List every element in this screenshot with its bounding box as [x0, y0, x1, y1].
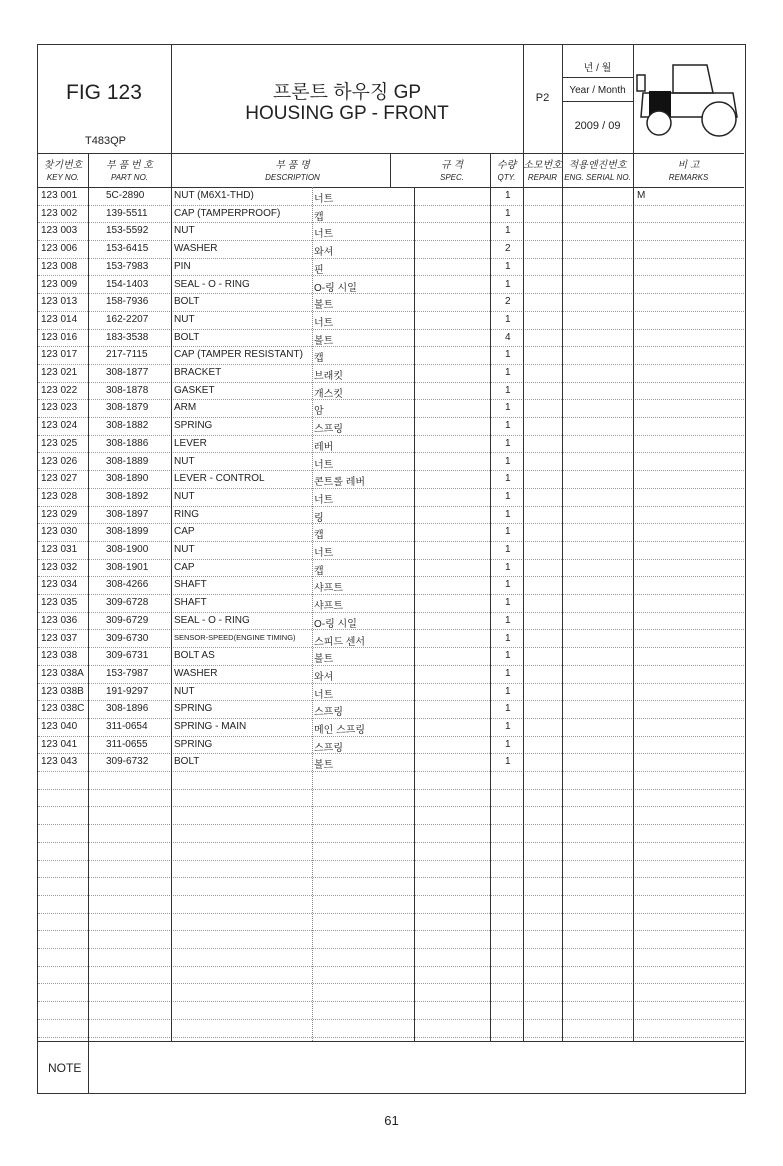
cell-key: 123 021 [41, 367, 78, 378]
table-row [38, 205, 744, 224]
cell-korean: 너트 [314, 494, 334, 506]
cell-part: 308-1878 [106, 384, 149, 396]
cell-qty: 1 [505, 490, 511, 502]
cell-part: 308-4266 [106, 579, 149, 591]
cell-korean: 암 [314, 406, 324, 418]
cell-qty: 1 [505, 721, 511, 732]
cell-korean: 너트 [314, 229, 334, 241]
model-label: T483QP [85, 135, 126, 147]
cell-desc: NUT [174, 225, 195, 237]
cell-qty: 1 [505, 473, 511, 485]
cell-qty: 1 [505, 260, 511, 272]
cell-desc: CAP [174, 526, 195, 538]
cell-key: 123 001 [41, 190, 78, 201]
cell-desc: NUT [174, 313, 195, 325]
title-cell [171, 45, 523, 153]
year-month-label: Year / Month [569, 85, 626, 96]
cell-key: 123 003 [41, 225, 78, 237]
table-row [38, 665, 744, 684]
cell-part: 309-6731 [106, 650, 149, 662]
cell-desc: SPRING [174, 738, 213, 750]
table-row [38, 329, 744, 348]
page-code-cell [523, 45, 562, 153]
column-header-korean: 소모번호 [523, 160, 562, 171]
cell-key: 123 038 [41, 650, 78, 662]
table-row [38, 382, 744, 401]
cell-qty: 1 [505, 278, 511, 290]
cell-part: 191-9297 [106, 685, 149, 697]
empty-row [38, 984, 744, 1003]
sheet-header [38, 45, 744, 154]
cell-qty: 1 [505, 402, 511, 414]
cell-key: 123 014 [41, 313, 78, 325]
cell-desc: SHAFT [174, 597, 207, 609]
column-header-english: REPAIR [527, 173, 558, 182]
cell-part: 183-3538 [106, 331, 149, 343]
cell-desc: NUT [174, 490, 195, 502]
cell-key: 123 025 [41, 437, 78, 449]
cell-part: 154-1403 [106, 278, 149, 290]
empty-row [38, 877, 744, 896]
cell-part: 308-1879 [106, 402, 149, 414]
cell-desc: WASHER [174, 243, 218, 255]
cell-qty: 1 [505, 597, 511, 609]
cell-desc: SPRING [174, 420, 213, 432]
cell-part: 308-1890 [106, 473, 149, 485]
cell-part: 153-7987 [106, 667, 149, 679]
column-header-korean: 수량 [496, 160, 517, 171]
cell-qty: 1 [505, 667, 511, 679]
cell-qty: 1 [505, 349, 511, 361]
cell-qty: 1 [505, 738, 511, 750]
cell-korean: 너트 [314, 548, 334, 559]
cell-qty: 1 [505, 561, 511, 573]
cell-desc: NUT [174, 455, 195, 467]
cell-key: 123 041 [41, 738, 78, 750]
cell-part: 308-1889 [106, 455, 149, 467]
cell-korean: 레버 [314, 441, 334, 453]
cell-key: 123 008 [41, 260, 78, 272]
parts-sheet [37, 44, 746, 1094]
cell-key: 123 040 [41, 721, 78, 732]
cell-korean: O-링 시일 [314, 618, 357, 630]
table-row [38, 187, 744, 206]
cell-korean: 콘트롤 레버 [314, 477, 366, 489]
cell-key: 123 029 [41, 508, 78, 520]
empty-row [38, 824, 744, 843]
year-month-korean: 년 / 월 [583, 63, 612, 74]
column-headers [38, 153, 744, 188]
cell-desc: SEAL - O - RING [174, 614, 250, 626]
table-row [38, 594, 744, 613]
cell-part: 153-6415 [106, 243, 149, 255]
cell-key: 123 028 [41, 490, 78, 502]
empty-row [38, 771, 744, 790]
cell-korean: 캡 [314, 211, 324, 223]
table-row [38, 435, 744, 454]
empty-row [38, 895, 744, 914]
table-row [38, 240, 744, 259]
title-korean: 프론트 하우징 GP [272, 82, 422, 103]
cell-part: 308-1901 [106, 561, 149, 573]
table-row [38, 364, 744, 383]
column-header-korean: 비 고 [677, 160, 700, 171]
cell-part: 309-6728 [106, 597, 149, 609]
cell-korean: 스프링 [314, 742, 343, 754]
tractor-icon [633, 45, 744, 153]
cell-korean: 너트 [314, 317, 334, 329]
cell-part: 309-6732 [106, 756, 149, 768]
cell-korean: 스피드 센서 [314, 636, 366, 648]
page-number: 61 [384, 1113, 399, 1128]
column-header-korean: 찾기번호 [43, 160, 83, 171]
cell-qty: 1 [505, 579, 511, 591]
cell-korean: 볼트 [314, 335, 334, 347]
table-row [38, 346, 744, 365]
cell-qty: 1 [505, 190, 511, 201]
table-row [38, 488, 744, 507]
cell-desc: SHAFT [174, 579, 207, 591]
cell-korean: 캡 [314, 530, 324, 542]
column-header-english: ENG. SERIAL NO. [564, 173, 631, 182]
cell-part: 308-1896 [106, 703, 149, 715]
note-label: NOTE [48, 1061, 82, 1075]
table-row [38, 541, 744, 560]
cell-qty: 1 [505, 420, 511, 432]
cell-key: 123 036 [41, 614, 78, 626]
table-row [38, 523, 744, 542]
cell-part: 158-7936 [106, 296, 149, 308]
cell-korean: 샤프트 [314, 601, 343, 613]
cell-key: 123 043 [41, 756, 78, 768]
empty-row [38, 913, 744, 932]
table-row [38, 576, 744, 595]
note-area [38, 1041, 744, 1093]
empty-row [38, 966, 744, 985]
cell-key: 123 030 [41, 526, 78, 538]
cell-part: 308-1882 [106, 420, 149, 432]
cell-qty: 1 [505, 455, 511, 467]
cell-desc: RING [174, 508, 199, 520]
cell-desc: SPRING - MAIN [174, 721, 247, 732]
column-header-english: SPEC. [439, 173, 464, 182]
table-row [38, 630, 744, 649]
table-row [38, 506, 744, 525]
cell-qty: 1 [505, 756, 511, 768]
column-header-english: REMARKS [668, 173, 709, 182]
cell-part: 308-1897 [106, 508, 149, 520]
empty-row [38, 860, 744, 879]
cell-desc: BRACKET [174, 367, 222, 378]
cell-key: 123 032 [41, 561, 78, 573]
cell-part: 139-5511 [106, 207, 148, 219]
cell-korean: 너트 [314, 689, 334, 701]
cell-desc: CAP (TAMPER RESISTANT) [174, 349, 303, 361]
cell-korean: 캡 [314, 565, 324, 577]
table-row [38, 222, 744, 241]
empty-row [38, 789, 744, 808]
cell-desc: NUT (M6X1-THD) [174, 190, 254, 201]
cell-korean: 링 [314, 512, 324, 524]
cell-key: 123 002 [41, 207, 78, 219]
cell-desc: BOLT [174, 331, 200, 343]
column-header-korean: 부 품 번 호 [106, 160, 153, 171]
empty-row [38, 1019, 744, 1038]
cell-key: 123 037 [41, 632, 78, 644]
cell-qty: 1 [505, 225, 511, 237]
empty-row [38, 842, 744, 861]
cell-desc: PIN [174, 260, 191, 272]
cell-qty: 1 [505, 384, 511, 396]
table-row [38, 647, 744, 666]
table-row [38, 293, 744, 312]
cell-qty: 1 [505, 367, 511, 378]
table-row [38, 559, 744, 578]
column-header-korean: 부 품 명 [275, 160, 310, 171]
cell-qty: 1 [505, 544, 511, 555]
cell-key: 123 034 [41, 579, 78, 591]
table-row [38, 753, 744, 772]
cell-qty: 4 [505, 331, 511, 343]
cell-desc: SENSOR-SPEED(ENGINE TIMING) [174, 632, 296, 642]
cell-part: 153-5592 [106, 225, 149, 237]
table-row [38, 470, 744, 489]
cell-desc: GASKET [174, 384, 215, 396]
empty-row [38, 948, 744, 967]
cell-desc: SEAL - O - RING [174, 278, 250, 290]
cell-korean: 브래킷 [314, 371, 343, 382]
cell-qty: 1 [505, 703, 511, 715]
cell-qty: 2 [505, 296, 511, 308]
cell-part: 311-0655 [106, 738, 148, 750]
cell-desc: CAP [174, 561, 195, 573]
cell-part: 162-2207 [106, 313, 149, 325]
cell-part: 5C-2890 [106, 190, 145, 201]
cell-key: 123 031 [41, 544, 78, 555]
cell-korean: 너트 [314, 459, 334, 471]
table-row [38, 612, 744, 631]
cell-korean: 개스킷 [314, 388, 343, 400]
cell-key: 123 006 [41, 243, 78, 255]
empty-row [38, 1001, 744, 1020]
table-row [38, 736, 744, 755]
empty-row [38, 930, 744, 949]
empty-row [38, 807, 744, 826]
table-row [38, 311, 744, 330]
column-header-english: PART NO. [110, 173, 149, 182]
cell-desc: BOLT [174, 296, 200, 308]
cell-korean: 와셔 [314, 671, 334, 683]
cell-qty: 1 [505, 508, 511, 520]
cell-korean: 볼트 [314, 654, 334, 666]
cell-qty: 1 [505, 313, 511, 325]
cell-qty: 1 [505, 207, 511, 219]
cell-desc: LEVER [174, 437, 207, 449]
cell-korean: 볼트 [314, 300, 334, 312]
column-header-english: QTY. [497, 173, 516, 182]
cell-qty: 1 [505, 437, 511, 449]
cell-part: 308-1899 [106, 526, 149, 538]
cell-desc: WASHER [174, 667, 218, 679]
cell-korean: O-링 시일 [314, 282, 357, 294]
cell-desc: CAP (TAMPERPROOF) [174, 207, 281, 219]
cell-korean: 샤프트 [314, 583, 343, 595]
cell-qty: 1 [505, 526, 511, 538]
cell-korean: 와셔 [314, 247, 334, 259]
figure-cell [38, 45, 171, 153]
date-value: 2009 / 09 [574, 120, 621, 132]
cell-desc: SPRING [174, 703, 213, 715]
column-header-english: DESCRIPTION [265, 173, 320, 182]
column-header-korean: 규 격 [440, 160, 464, 171]
column-header-korean: 적용엔진번호 [568, 160, 627, 171]
cell-desc: NUT [174, 544, 195, 555]
figure-label: FIG 123 [66, 81, 142, 104]
page-code: P2 [535, 92, 550, 104]
cell-part: 311-0654 [106, 721, 148, 732]
cell-korean: 캡 [314, 353, 324, 365]
column-header-english: KEY NO. [46, 173, 80, 182]
cell-key: 123 038B [41, 685, 84, 697]
cell-key: 123 009 [41, 278, 78, 290]
table-row [38, 700, 744, 719]
table-row [38, 417, 744, 436]
table-row [38, 683, 744, 702]
cell-qty: 2 [505, 243, 511, 255]
cell-desc: NUT [174, 685, 195, 697]
table-row [38, 276, 744, 295]
table-row [38, 718, 744, 737]
cell-part: 308-1892 [106, 490, 149, 502]
cell-key: 123 023 [41, 402, 78, 414]
cell-part: 309-6729 [106, 614, 149, 626]
cell-korean: 핀 [314, 264, 324, 276]
table-row [38, 453, 744, 472]
cell-korean: 볼트 [314, 760, 334, 772]
cell-qty: 1 [505, 650, 511, 662]
cell-part: 308-1886 [106, 437, 149, 449]
cell-qty: 1 [505, 614, 511, 626]
cell-korean: 메인 스프링 [314, 725, 366, 736]
cell-key: 123 027 [41, 473, 78, 485]
table-row [38, 258, 744, 277]
cell-desc: ARM [174, 402, 197, 414]
cell-key: 123 013 [41, 296, 78, 308]
cell-key: 123 038A [41, 667, 84, 679]
cell-key: 123 016 [41, 331, 78, 343]
cell-desc: BOLT [174, 756, 200, 768]
cell-korean: 스프링 [314, 707, 343, 719]
cell-key: 123 026 [41, 455, 78, 467]
cell-part: 308-1877 [106, 367, 149, 378]
cell-qty: 1 [505, 632, 511, 644]
cell-key: 123 017 [41, 349, 78, 361]
title-english: HOUSING GP - FRONT [245, 103, 449, 124]
cell-remarks: M [637, 190, 646, 201]
cell-part: 153-7983 [106, 260, 149, 272]
cell-key: 123 024 [41, 420, 78, 432]
cell-part: 309-6730 [106, 632, 149, 644]
cell-key: 123 022 [41, 384, 78, 396]
cell-desc: LEVER - CONTROL [174, 473, 265, 485]
cell-korean: 너트 [314, 194, 334, 205]
cell-korean: 스프링 [314, 424, 343, 436]
cell-part: 217-7115 [106, 349, 148, 361]
cell-qty: 1 [505, 685, 511, 697]
cell-desc: BOLT AS [174, 650, 215, 662]
cell-part: 308-1900 [106, 544, 149, 555]
cell-key: 123 038C [41, 703, 85, 715]
cell-key: 123 035 [41, 597, 78, 609]
table-row [38, 399, 744, 418]
year-month-cell [562, 45, 633, 153]
